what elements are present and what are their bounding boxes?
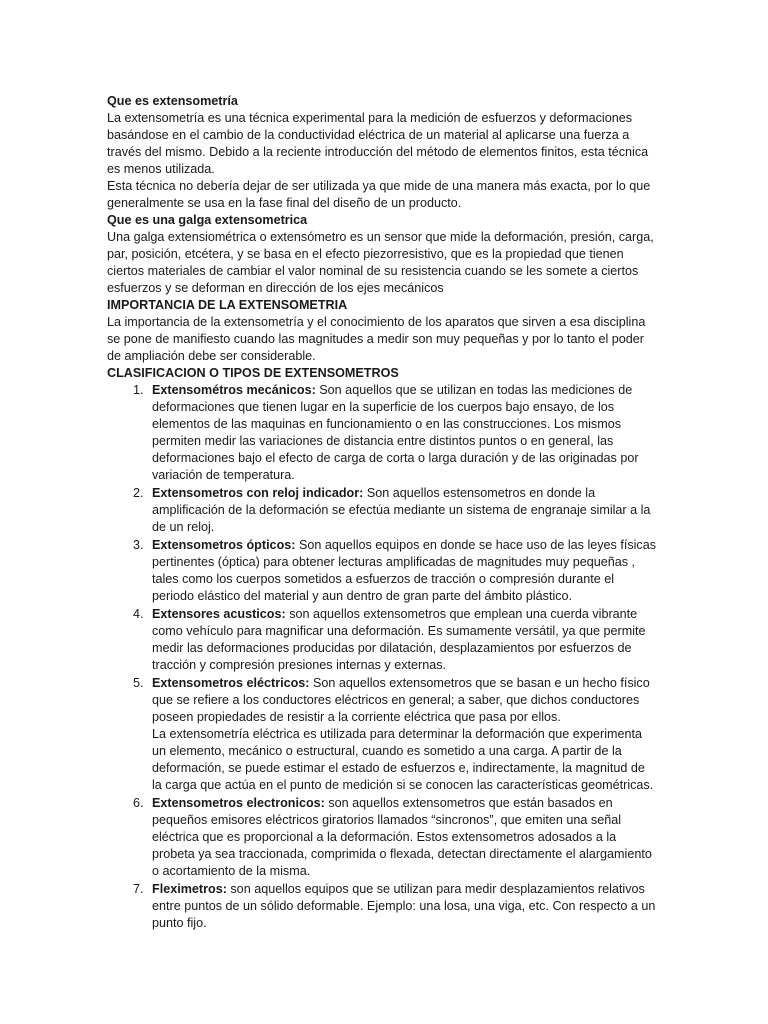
- extensometer-types-list: [107, 382, 658, 932]
- list-item: [133, 606, 658, 674]
- list-item-term: Fleximetros:: [152, 882, 227, 896]
- list-item-term: Extensometros eléctricos:: [152, 676, 310, 690]
- list-item-number: 5.: [133, 676, 144, 690]
- list-item-term: Extensometros electronicos:: [152, 796, 325, 810]
- section-heading-what-is-extensometry: Que es extensometría: [107, 94, 238, 108]
- list-item-text: son aquellos equipos que se utilizan para medir desplazamientos relativos entre puntos de un sólido deformable. Ejemplo: una losa, una viga, etc. Con respecto a un punto fijo.: [152, 882, 656, 930]
- list-item-term: Extensometros con reloj indicador:: [152, 486, 364, 500]
- list-item: [133, 485, 658, 536]
- list-item-text: Son aquellos que se utilizan en todas las mediciones de deformaciones que tienen lugar en la superficie de los cuerpos bajo ensayo, de los elementos de las maquinas en funcionamiento o en las construcciones. Los mismos permiten medir las variaciones de distancia entre distintos puntos o en general, las deformaciones bajo el efecto de carga de corta o larga duración y de las originadas por variación de temperatura.: [152, 383, 639, 482]
- list-item-term: Extensores acusticos:: [152, 607, 286, 621]
- section-heading-classification: CLASIFICACION O TIPOS DE EXTENSOMETROS: [107, 366, 399, 380]
- list-item-term: Extensometros ópticos:: [152, 538, 296, 552]
- list-item-number: 2.: [133, 486, 144, 500]
- list-item-term: Extensométros mecánicos:: [152, 383, 316, 397]
- list-item-number: 4.: [133, 607, 144, 621]
- list-item: [133, 795, 658, 880]
- paragraph-definition: La extensometría es una técnica experimental para la medición de esfuerzos y deformaciones basándose en el cambio de la conductividad eléctrica de un material al aplicarse una fuerza a través del mismo. Debido a la reciente introducción del método de elementos finitos, esta técnica es menos utilizada.: [107, 111, 649, 176]
- list-item-number: 7.: [133, 882, 144, 896]
- list-item: [133, 675, 658, 794]
- list-item-text: Son aquellos equipos en donde se hace uso de las leyes físicas pertinentes (óptica) para obtener lecturas amplificadas de magnitudes muy pequeñas , tales como los cuerpos sometidos a esfuerzos de tracción o compresión durante el periodo elástico del material y aun dentro de gran parte del ámbito plástico.: [152, 538, 657, 603]
- list-item: [133, 537, 658, 605]
- paragraph-importance: La importancia de la extensometría y el conocimiento de los aparatos que sirven a esa disciplina se pone de manifiesto cuando las magnitudes a medir son muy pequeñas y por lo tanto el poder de ampliación debe ser considerable.: [107, 315, 646, 363]
- list-item-text: Son aquellos estensometros en donde la amplificación de la deformación se efectúa mediante un sistema de engranaje similar a la de un reloj.: [152, 486, 651, 534]
- paragraph-usage: Esta técnica no debería dejar de ser utilizada ya que mide de una manera más exacta, por lo que generalmente se usa en la fase final del diseño de un producto.: [107, 179, 651, 210]
- list-item: [133, 881, 658, 932]
- section-heading-strain-gauge: Que es una galga extensometrica: [107, 213, 308, 227]
- paragraph-strain-gauge: Una galga extensiométrica o extensómetro es un sensor que mide la deformación, presión, carga, par, posición, etcétera, y se basa en el efecto piezorresistivo, que es la propiedad que tienen ciertos materiales de cambiar el valor nominal de su resistencia cuando se les somete a ciertos esfuerzos y se deforman en dirección de los ejes mecánicos: [107, 230, 654, 295]
- list-item: [133, 382, 658, 484]
- list-item-text: Son aquellos extensometros que se basan e un hecho físico que se refiere a los conductores eléctricos en general; a saber, que dichos conductores poseen propiedades de resistir a la corriente eléctrica que pasa por ellos.: [152, 676, 650, 724]
- section-heading-importance: IMPORTANCIA DE LA EXTENSOMETRIA: [107, 298, 348, 312]
- list-item-number: 1.: [133, 383, 144, 397]
- list-item-number: 6.: [133, 796, 144, 810]
- list-item-extra-paragraph: La extensometría eléctrica es utilizada para determinar la deformación que experimenta un elemento, mecánico o estructural, cuando es sometido a una carga. A partir de la deformación, se puede estimar el estado de esfuerzos e, indirectamente, la magnitud de la carga que actúa en el punto de medición si se conocen las características geométricas.: [152, 727, 654, 792]
- list-item-text: son aquellos extensometros que emplean una cuerda vibrante como vehículo para magnificar una deformación. Es sumamente versátil, ya que permite medir las deformaciones producidas por dilatación, desplazamientos por esfuerzos de tracción y compresión presiones internas y externas.: [152, 607, 646, 672]
- list-item-number: 3.: [133, 538, 144, 552]
- list-item-text: son aquellos extensometros que están basados en pequeños emisores eléctricos giratorios llamados “sincronos”, que emiten una señal eléctrica que es proporcional a la deformación. Estos extensometros adosados a la probeta ya sea traccionada, comprimida o flexada, detectan directamente el alargamiento o acortamiento de la misma.: [152, 796, 652, 878]
